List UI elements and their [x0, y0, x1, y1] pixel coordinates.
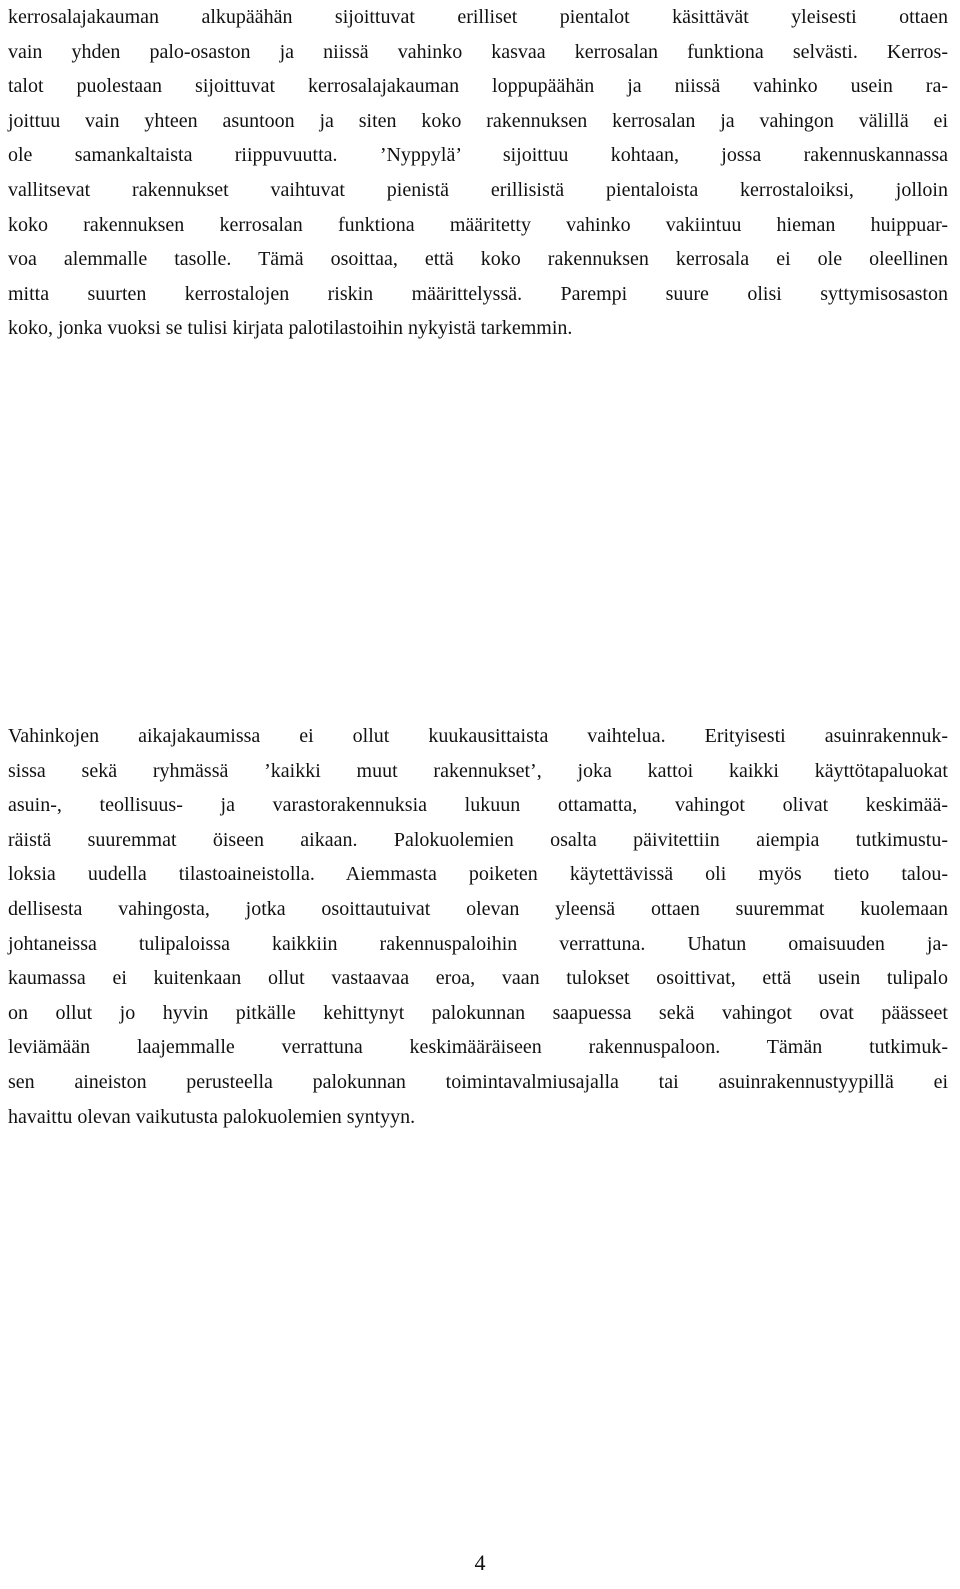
paragraph-line: kaumassa ei kuitenkaan ollut vastaavaa eroa, vaan tulokset osoittivat, että usein tulipalo	[8, 967, 948, 990]
paragraph-line: on ollut jo hyvin pitkälle kehittynyt palokunnan saapuessa sekä vahingot ovat päässeet	[8, 1001, 948, 1024]
paragraph-line: dellisesta vahingosta, jotka osoittautuivat olevan yleensä ottaen suuremmat kuolemaan	[8, 897, 948, 920]
paragraph-line: koko, jonka vuoksi se tulisi kirjata palotilastoihin nykyistä tarkemmin.	[8, 317, 573, 340]
paragraph-line: koko rakennuksen kerrosalan funktiona määritetty vahinko vakiintuu hieman huippuar-	[8, 213, 948, 236]
paragraph-line: voa alemmalle tasolle. Tämä osoittaa, että koko rakennuksen kerrosala ei ole oleellinen	[8, 248, 948, 271]
paragraph-line: sissa sekä ryhmässä ’kaikki muut rakennukset’, joka kattoi kaikki käyttötapaluokat	[8, 759, 948, 782]
paragraph-line: talot puolestaan sijoittuvat kerrosalajakauman loppupäähän ja niissä vahinko usein ra-	[8, 75, 948, 98]
paragraph-line: Vahinkojen aikajakaumissa ei ollut kuukausittaista vaihtelua. Erityisesti asuinrakennuk-	[8, 725, 948, 747]
paragraph-line: vain yhden palo-osaston ja niissä vahinko kasvaa kerrosalan funktiona selvästi. Kerros-	[8, 40, 948, 63]
paragraph-line: joittuu vain yhteen asuntoon ja siten koko rakennuksen kerrosalan ja vahingon välillä ei	[8, 109, 948, 132]
paragraph-line: asuin-, teollisuus- ja varastorakennuksia lukuun ottamatta, vahingot olivat keskimää-	[8, 794, 948, 817]
paragraph-line: vallitsevat rakennukset vaihtuvat pienistä erillisistä pientaloista kerrostaloiksi, jolloin	[8, 178, 948, 201]
paragraph-line: räistä suuremmat öiseen aikaan. Palokuolemien osalta päivitettiin aiempia tutkimustu-	[8, 828, 948, 851]
paragraph-line: ole samankaltaista riippuvuutta. ’Nyppylä’ sijoittuu kohtaan, jossa rakennuskannassa	[8, 144, 948, 167]
paragraph-2	[8, 719, 948, 1134]
paragraph-line: kerrosalajakauman alkupäähän sijoittuvat erilliset pientalot käsittävät yleisesti ottaen	[8, 6, 948, 28]
paragraph-line: loksia uudella tilastoaineistolla. Aiemmasta poiketen käytettävissä oli myös tieto talou-	[8, 863, 948, 886]
paragraph-line: sen aineiston perusteella palokunnan toimintavalmiusajalla tai asuinrakennustyypillä ei	[8, 1070, 948, 1093]
paragraph-line: havaittu olevan vaikutusta palokuolemien syntyyn.	[8, 1105, 416, 1128]
page-number: 4	[474, 1550, 486, 1575]
paragraph-line: leviämään laajemmalle verrattuna keskimääräiseen rakennuspaloon. Tämän tutkimuk-	[8, 1036, 948, 1059]
paragraph-line: mitta suurten kerrostalojen riskin määrittelyssä. Parempi suure olisi syttymisosaston	[8, 282, 948, 305]
paragraph-line: johtaneissa tulipaloissa kaikkiin rakennuspaloihin verrattuna. Uhatun omaisuuden ja-	[8, 932, 948, 955]
paragraph-1	[8, 0, 948, 346]
